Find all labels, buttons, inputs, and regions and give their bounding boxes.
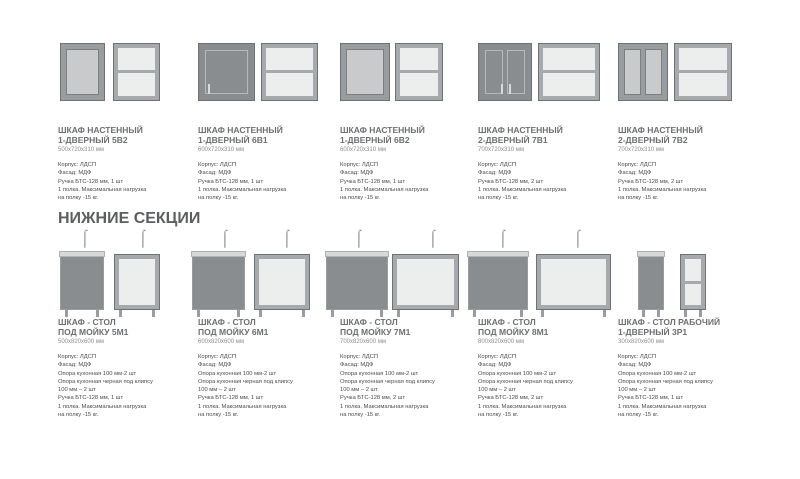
spec-line: 100 мм – 2 шт — [618, 387, 656, 394]
product-card-6m1 — [198, 232, 338, 419]
product-dimensions: 600х720х310 мм — [340, 147, 386, 153]
product-dimensions: 300х820х600 мм — [618, 339, 664, 345]
product-title-line1: ШКАФ - СТОЛ — [198, 317, 256, 327]
product-images — [340, 232, 480, 317]
spec-line: Опора кухонная 100 мм-2 шт — [198, 370, 277, 377]
spec-line: 100 мм – 2 шт — [340, 387, 378, 394]
cabinet-front-image — [638, 254, 664, 310]
product-title-line1: ШКАФ - СТОЛ — [58, 317, 116, 327]
spec-line: Опора кухонная черная под клипсу — [58, 378, 153, 385]
cabinet-open-image — [395, 43, 443, 101]
product-title-line2: 2-ДВЕРНЫЙ 7В2 — [618, 135, 688, 145]
product-images — [618, 232, 758, 317]
product-title-line2: 1-ДВЕРНЫЙ 6В1 — [198, 135, 268, 145]
cabinet-front-image — [60, 254, 104, 310]
spec-line: Фасад: МДФ — [340, 362, 374, 369]
spec-line: на полку -15 кг. — [58, 412, 99, 419]
product-dimensions: 600х820х600 мм — [198, 339, 244, 345]
cabinet-front-image — [198, 43, 255, 101]
cabinet-open-image — [113, 43, 160, 101]
spec-line: на полку -15 кг. — [340, 195, 381, 202]
spec-line: 1 полка. Максимальная нагрузка — [478, 186, 567, 193]
product-title-line1: ШКАФ - СТОЛ — [340, 317, 398, 327]
cabinet-open-image — [261, 43, 318, 101]
product-title-line1: ШКАФ НАСТЕННЫЙ — [58, 125, 143, 135]
spec-line: Корпус: ЛДСП — [340, 162, 378, 168]
spec-line: Корпус: ЛДСП — [340, 354, 378, 360]
spec-line: Опора кухонная черная под клипсу — [340, 378, 435, 385]
spec-line: Фасад: МДФ — [478, 170, 512, 177]
spec-line: 1 полка. Максимальная нагрузка — [618, 186, 707, 193]
cabinet-open-image — [254, 254, 310, 310]
spec-line: 1 полка. Максимальная нагрузка — [618, 403, 707, 410]
product-title-line2: 1-ДВЕРНЫЙ 5В2 — [58, 135, 128, 145]
spec-line: на полку -15 кг. — [478, 195, 519, 202]
spec-line: Корпус: ЛДСП — [618, 162, 656, 168]
spec-line: Корпус: ЛДСП — [618, 354, 656, 360]
product-title-line2: 1-ДВЕРНЫЙ 6В2 — [340, 135, 410, 145]
product-title-line1: ШКАФ НАСТЕННЫЙ — [478, 125, 563, 135]
product-images — [198, 232, 338, 317]
product-dimensions: 700х720х310 мм — [618, 147, 664, 153]
product-card-6v1 — [198, 40, 338, 202]
spec-line: Опора кухонная черная под клипсу — [198, 378, 293, 385]
product-images — [340, 40, 480, 125]
spec-line: Ручка БТС-128 мм, 1 шт — [198, 178, 264, 185]
product-card-5v2 — [58, 40, 198, 202]
cabinet-front-image — [468, 254, 528, 310]
spec-line: 1 полка. Максимальная нагрузка — [478, 403, 567, 410]
product-dimensions: 700х820х600 мм — [340, 339, 386, 345]
product-title-line1: ШКАФ НАСТЕННЫЙ — [340, 125, 425, 135]
product-title-line2: 2-ДВЕРНЫЙ 7В1 — [478, 135, 548, 145]
cabinet-open-image — [680, 254, 706, 310]
spec-line: Опора кухонная 100 мм-2 шт — [58, 370, 137, 377]
spec-line: Фасад: МДФ — [58, 362, 92, 369]
product-dimensions: 500х820х600 мм — [58, 339, 104, 345]
spec-line: Корпус: ЛДСП — [58, 354, 96, 360]
product-dimensions: 800х820х600 мм — [478, 339, 524, 345]
product-dimensions: 700х720х310 мм — [478, 147, 524, 153]
cabinet-front-image — [340, 43, 390, 101]
faucet-icon: ⌠ — [138, 230, 148, 247]
spec-line: на полку -15 кг. — [340, 412, 381, 419]
spec-line: Ручка БТС-128 мм, 2 шт — [340, 395, 406, 402]
product-title-line1: ШКАФ НАСТЕННЫЙ — [618, 125, 703, 135]
cabinet-open-image — [392, 254, 459, 310]
product-title-line1: ШКАФ - СТОЛ — [478, 317, 536, 327]
product-dimensions: 600х720х310 мм — [198, 147, 244, 153]
spec-line: 1 полка. Максимальная нагрузка — [198, 403, 287, 410]
spec-line: Ручка БТС-128 мм, 2 шт — [478, 395, 544, 402]
spec-line: Фасад: МДФ — [340, 170, 374, 177]
spec-line: Опора кухонная 100 мм-2 шт — [478, 370, 557, 377]
spec-line: Опора кухонная 100 мм-2 шт — [340, 370, 419, 377]
product-images — [58, 40, 198, 125]
product-images — [478, 232, 618, 317]
spec-line: 100 мм – 2 шт — [198, 387, 236, 394]
faucet-icon: ⌠ — [282, 230, 292, 247]
spec-line: Фасад: МДФ — [198, 362, 232, 369]
spec-line: 1 полка. Максимальная нагрузка — [198, 186, 287, 193]
product-card-7v1 — [478, 40, 618, 202]
product-card-8m1 — [478, 232, 618, 419]
section-title-lower: НИЖНИЕ СЕКЦИИ — [58, 210, 201, 227]
spec-line: на полку -15 кг. — [618, 412, 659, 419]
spec-line: 100 мм – 2 шт — [478, 387, 516, 394]
spec-line: Фасад: МДФ — [618, 170, 652, 177]
spec-line: Фасад: МДФ — [58, 170, 92, 177]
faucet-icon: ⌠ — [573, 230, 583, 247]
spec-line: Ручка БТС-128 мм, 1 шт — [58, 178, 124, 185]
spec-line: Опора кухонная черная под клипсу — [478, 378, 573, 385]
spec-line: Ручка БТС-128 мм, 1 шт — [58, 395, 124, 402]
spec-line: 1 полка. Максимальная нагрузка — [58, 403, 147, 410]
spec-line: на полку -15 кг. — [58, 195, 99, 202]
spec-line: 1 полка. Максимальная нагрузка — [340, 403, 429, 410]
product-title-line1: ШКАФ НАСТЕННЫЙ — [198, 125, 283, 135]
spec-line: на полку -15 кг. — [198, 412, 239, 419]
faucet-icon: ⌠ — [80, 230, 90, 247]
product-title-line2: ПОД МОЙКУ 8М1 — [478, 327, 549, 337]
product-title-line2: ПОД МОЙКУ 6М1 — [198, 327, 269, 337]
spec-line: Опора кухонная черная под клипсу — [618, 378, 713, 385]
faucet-icon: ⌠ — [354, 230, 364, 247]
product-card-3r1 — [618, 232, 758, 419]
spec-line: 1 полка. Максимальная нагрузка — [58, 186, 147, 193]
cabinet-front-image — [192, 254, 245, 310]
faucet-icon: ⌠ — [428, 230, 438, 247]
spec-line: Ручка БТС-128 мм, 1 шт — [340, 178, 406, 185]
cabinet-front-image — [618, 43, 668, 101]
spec-line: Опора кухонная 100 мм-2 шт — [618, 370, 697, 377]
cabinet-open-image — [114, 254, 160, 310]
spec-line: Корпус: ЛДСП — [198, 354, 236, 360]
product-card-7v2 — [618, 40, 758, 202]
cabinet-open-image — [536, 254, 611, 310]
spec-line: 1 полка. Максимальная нагрузка — [340, 186, 429, 193]
product-title-line1: ШКАФ - СТОЛ РАБОЧИЙ — [618, 317, 721, 327]
product-images — [618, 40, 758, 125]
spec-line: на полку -15 кг. — [478, 412, 519, 419]
spec-line: Фасад: МДФ — [198, 170, 232, 177]
cabinet-open-image — [538, 43, 600, 101]
spec-line: Ручка БТС-128 мм, 2 шт — [618, 178, 684, 185]
spec-line: Ручка БТС-128 мм, 2 шт — [478, 178, 544, 185]
cabinet-front-image — [326, 254, 388, 310]
cabinet-open-image — [674, 43, 732, 101]
spec-line: Корпус: ЛДСП — [478, 162, 516, 168]
product-title-line2: ПОД МОЙКУ 5М1 — [58, 327, 129, 337]
spec-line: Корпус: ЛДСП — [478, 354, 516, 360]
product-images — [198, 40, 338, 125]
spec-line: Фасад: МДФ — [478, 362, 512, 369]
product-title-line2: ПОД МОЙКУ 7М1 — [340, 327, 411, 337]
product-card-6v2 — [340, 40, 480, 202]
product-title-line2: 1-ДВЕРНЫЙ 3Р1 — [618, 327, 688, 337]
cabinet-front-image — [60, 43, 105, 101]
spec-line: Корпус: ЛДСП — [198, 162, 236, 168]
product-images — [478, 40, 618, 125]
product-card-5m1 — [58, 232, 198, 419]
spec-line: Ручка БТС-128 мм, 1 шт — [618, 395, 684, 402]
product-card-7m1 — [340, 232, 480, 419]
spec-line: Корпус: ЛДСП — [58, 162, 96, 168]
faucet-icon: ⌠ — [498, 230, 508, 247]
spec-line: 100 мм – 2 шт — [58, 387, 96, 394]
spec-line: Ручка БТС-128 мм, 1 шт — [198, 395, 264, 402]
spec-line: Фасад: МДФ — [618, 362, 652, 369]
spec-line: на полку -15 кг. — [198, 195, 239, 202]
spec-line: на полку -15 кг. — [618, 195, 659, 202]
product-images — [58, 232, 198, 317]
cabinet-front-image — [478, 43, 532, 101]
faucet-icon: ⌠ — [220, 230, 230, 247]
product-dimensions: 500х720х310 мм — [58, 147, 104, 153]
